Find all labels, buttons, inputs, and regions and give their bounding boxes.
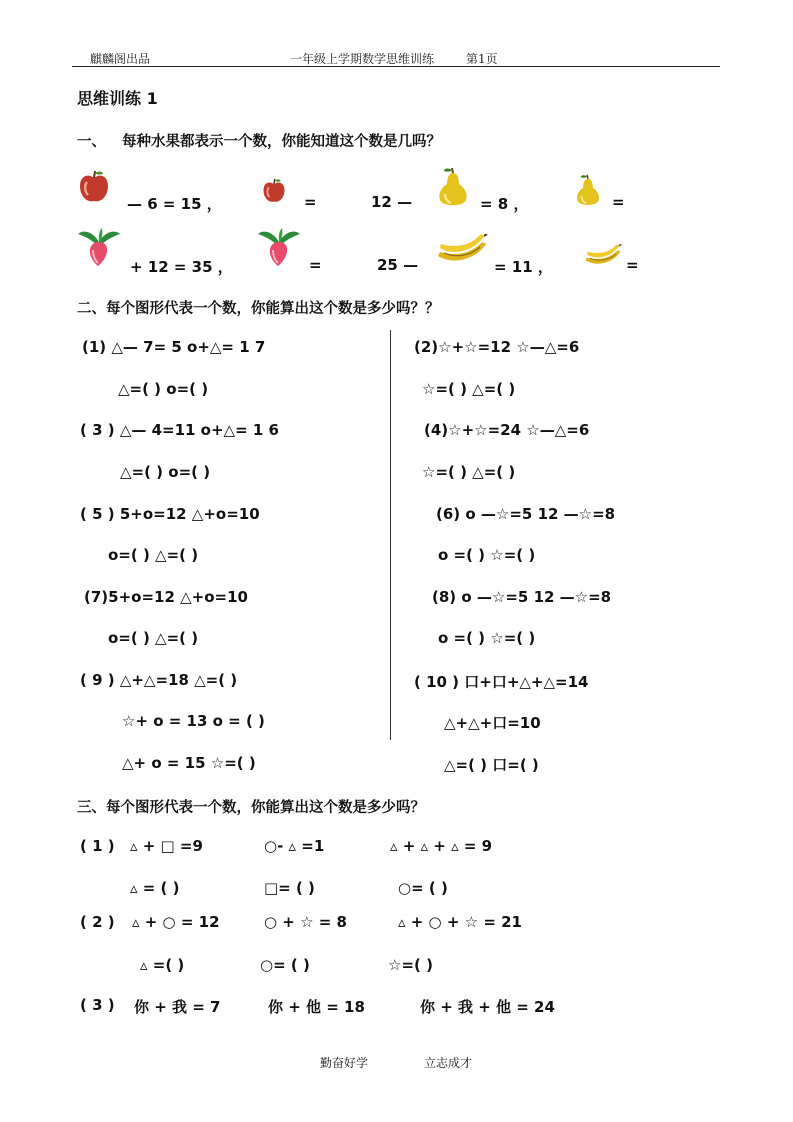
apple-icon (78, 170, 110, 204)
radish-icon (256, 228, 302, 268)
s3-problem-3-q3: 你 + 我 + 他 = 24 (420, 998, 555, 1016)
banana-icon (436, 234, 488, 266)
fruit-eq-8: = (626, 256, 639, 274)
problem-4-question: (4)☆+☆=24 ☆—△=6 (424, 421, 590, 439)
problem-6-answer: o =( ) ☆=( ) (438, 546, 536, 564)
header-publisher: 麒麟阁出品 (90, 52, 151, 66)
problem-10-line-2: △+△+口=10 (444, 714, 541, 732)
problem-1-answer: △=( ) o=( ) (118, 380, 209, 398)
s3-problem-1-q3: ▵ + ▵ + ▵ = 9 (390, 837, 493, 855)
s3-problem-1-a2: □= ( ) (264, 879, 315, 897)
problem-3-question: ( 3 ) △— 4=11 o+△= 1 6 (80, 421, 279, 439)
problem-1-question: (1) △— 7= 5 o+△= 1 7 (82, 338, 266, 356)
problem-2-answer: ☆=( ) △=( ) (422, 380, 516, 398)
problem-7-answer: o=( ) △=( ) (108, 629, 199, 647)
s3-problem-2-a2: ○= ( ) (260, 956, 310, 974)
section1-number: 一、 (77, 134, 106, 150)
s3-problem-3-label: ( 3 ) (80, 996, 115, 1014)
fruit-eq-1: — 6 = 15 ， (127, 195, 222, 213)
s3-problem-2-q2: ○ + ☆ = 8 (264, 913, 347, 931)
page-title: 思维训练 1 (77, 89, 158, 108)
s3-problem-1-q1: ▵ + □ =9 (130, 837, 203, 855)
problem-10-line-3: △=( ) 口=( ) (444, 756, 539, 774)
column-divider (390, 330, 391, 740)
problem-10-question: ( 10 ) 口+口+△+△=14 (414, 673, 589, 691)
apple-icon (262, 178, 286, 204)
s3-problem-3-q1: 你 + 我 = 7 (134, 998, 221, 1016)
problem-4-answer: ☆=( ) △=( ) (422, 463, 516, 481)
fruit-eq-7-head: 25 — (377, 256, 419, 274)
problem-3-answer: △=( ) o=( ) (120, 463, 211, 481)
header-divider (72, 66, 720, 67)
s3-problem-2-q1: ▵ + ○ = 12 (132, 913, 220, 931)
problem-8-answer: o =( ) ☆=( ) (438, 629, 536, 647)
fruit-eq-6: = (309, 256, 322, 274)
problem-2-question: (2)☆+☆=12 ☆—△=6 (414, 338, 580, 356)
s3-problem-1-a1: ▵ = ( ) (130, 879, 180, 897)
s3-problem-1-a3: ○= ( ) (398, 879, 448, 897)
problem-9-line-2: ☆+ o = 13 o = ( ) (122, 712, 265, 730)
header-page-number: 第1页 (466, 52, 498, 66)
section1-heading: 每种水果都表示一个数，你能知道这个数是几吗？ (122, 134, 441, 150)
problem-9-line-3: △+ o = 15 ☆=( ) (122, 754, 256, 772)
header-title: 一年级上学期数学思维训练 (290, 52, 435, 66)
section2-heading: 二、每个图形代表一个数，你能算出这个数是多少吗？？ (77, 301, 440, 317)
s3-problem-3-q2: 你 + 他 = 18 (268, 998, 365, 1016)
problem-8-question: (8) o —☆=5 12 —☆=8 (432, 588, 612, 606)
radish-icon (76, 228, 122, 268)
fruit-eq-3-head: 12 — (371, 193, 413, 211)
s3-problem-1-q2: ○- ▵ =1 (264, 837, 325, 855)
problem-5-question: ( 5 ) 5+o=12 △+o=10 (80, 505, 260, 523)
fruit-eq-2: = (304, 193, 317, 211)
pear-icon (574, 174, 602, 208)
problem-7-question: (7)5+o=12 △+o=10 (84, 588, 248, 606)
banana-icon (584, 244, 622, 268)
s3-problem-1-label: ( 1 ) (80, 837, 115, 855)
problem-6-question: (6) o —☆=5 12 —☆=8 (436, 505, 616, 523)
pear-icon (436, 167, 470, 209)
footer-motto-left: 勤奋好学 (320, 1056, 369, 1070)
s3-problem-2-q3: ▵ + ○ + ☆ = 21 (398, 913, 522, 931)
section3-heading: 三、每个图形代表一个数，你能算出这个数是多少吗？ (77, 800, 425, 816)
fruit-eq-3-tail: = 8 ， (480, 195, 529, 213)
fruit-eq-7-tail: = 11 ， (494, 258, 553, 276)
problem-5-answer: o=( ) △=( ) (108, 546, 199, 564)
s3-problem-2-a1: ▵ =( ) (140, 956, 185, 974)
s3-problem-2-label: ( 2 ) (80, 913, 115, 931)
footer-motto-right: 立志成才 (424, 1056, 473, 1070)
s3-problem-2-a3: ☆=( ) (388, 956, 433, 974)
fruit-eq-5: + 12 = 35 ， (130, 258, 233, 276)
problem-9-question: ( 9 ) △+△=18 △=( ) (80, 671, 238, 689)
fruit-eq-4: = (612, 193, 625, 211)
